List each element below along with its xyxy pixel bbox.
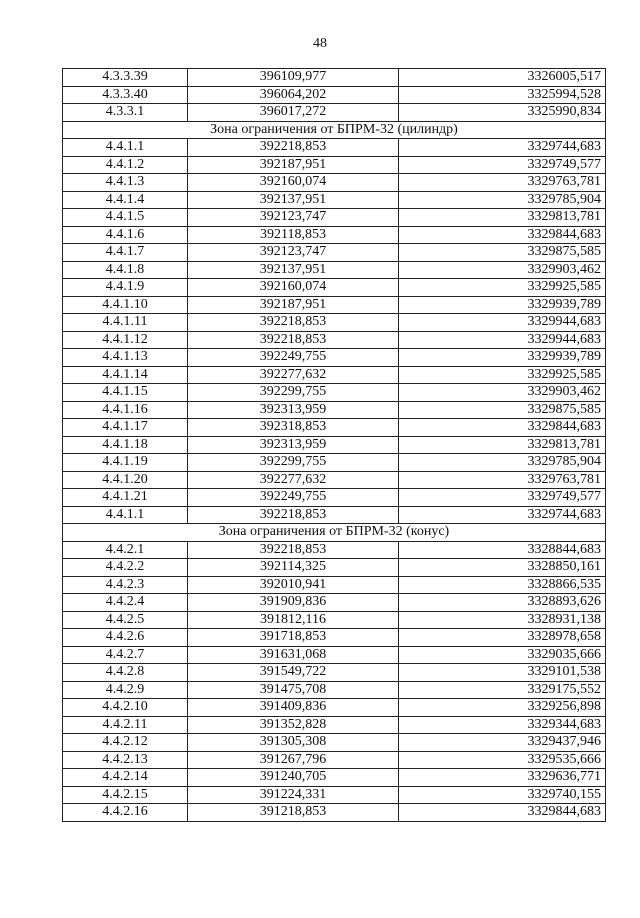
y-coordinate-cell: 3329749,577 xyxy=(399,156,606,174)
x-coordinate-cell: 392118,853 xyxy=(188,226,399,244)
x-coordinate-cell: 392318,853 xyxy=(188,419,399,437)
y-coordinate-cell: 3329925,585 xyxy=(399,366,606,384)
x-coordinate-cell: 392313,959 xyxy=(188,436,399,454)
point-id-cell: 4.4.2.15 xyxy=(63,786,188,804)
y-coordinate-cell: 3329875,585 xyxy=(399,244,606,262)
point-id-cell: 4.4.1.15 xyxy=(63,384,188,402)
section-title: Зона ограничения от БПРМ-32 (конус) xyxy=(63,524,606,542)
x-coordinate-cell: 392218,853 xyxy=(188,331,399,349)
point-id-cell: 4.4.2.13 xyxy=(63,751,188,769)
point-id-cell: 4.4.2.16 xyxy=(63,804,188,822)
x-coordinate-cell: 392313,959 xyxy=(188,401,399,419)
y-coordinate-cell: 3329744,683 xyxy=(399,506,606,524)
section-header-row xyxy=(63,524,606,542)
table-row xyxy=(63,664,606,682)
x-coordinate-cell: 392187,951 xyxy=(188,156,399,174)
table-row xyxy=(63,314,606,332)
y-coordinate-cell: 3328844,683 xyxy=(399,541,606,559)
x-coordinate-cell: 391352,828 xyxy=(188,716,399,734)
point-id-cell: 4.4.1.6 xyxy=(63,226,188,244)
table-row xyxy=(63,104,606,122)
x-coordinate-cell: 391267,796 xyxy=(188,751,399,769)
point-id-cell: 4.4.1.16 xyxy=(63,401,188,419)
table-row xyxy=(63,786,606,804)
x-coordinate-cell: 392160,074 xyxy=(188,279,399,297)
y-coordinate-cell: 3329740,155 xyxy=(399,786,606,804)
coordinates-table-body xyxy=(63,69,606,822)
point-id-cell: 4.4.1.12 xyxy=(63,331,188,349)
table-row xyxy=(63,629,606,647)
x-coordinate-cell: 392299,755 xyxy=(188,454,399,472)
table-row xyxy=(63,349,606,367)
point-id-cell: 4.4.1.20 xyxy=(63,471,188,489)
coordinates-table xyxy=(62,68,606,822)
x-coordinate-cell: 396017,272 xyxy=(188,104,399,122)
table-row xyxy=(63,471,606,489)
y-coordinate-cell: 3329344,683 xyxy=(399,716,606,734)
table-row xyxy=(63,331,606,349)
table-row xyxy=(63,804,606,822)
y-coordinate-cell: 3329175,552 xyxy=(399,681,606,699)
point-id-cell: 4.4.2.6 xyxy=(63,629,188,647)
x-coordinate-cell: 396109,977 xyxy=(188,69,399,87)
x-coordinate-cell: 392187,951 xyxy=(188,296,399,314)
point-id-cell: 4.4.2.10 xyxy=(63,699,188,717)
y-coordinate-cell: 3329763,781 xyxy=(399,471,606,489)
x-coordinate-cell: 392218,853 xyxy=(188,314,399,332)
point-id-cell: 4.3.3.1 xyxy=(63,104,188,122)
section-header-row xyxy=(63,121,606,139)
y-coordinate-cell: 3329785,904 xyxy=(399,454,606,472)
y-coordinate-cell: 3329903,462 xyxy=(399,261,606,279)
y-coordinate-cell: 3328893,626 xyxy=(399,594,606,612)
point-id-cell: 4.4.2.5 xyxy=(63,611,188,629)
y-coordinate-cell: 3329744,683 xyxy=(399,139,606,157)
table-row xyxy=(63,489,606,507)
y-coordinate-cell: 3329256,898 xyxy=(399,699,606,717)
point-id-cell: 4.4.1.21 xyxy=(63,489,188,507)
point-id-cell: 4.4.1.17 xyxy=(63,419,188,437)
x-coordinate-cell: 392249,755 xyxy=(188,489,399,507)
point-id-cell: 4.4.2.2 xyxy=(63,559,188,577)
y-coordinate-cell: 3329535,666 xyxy=(399,751,606,769)
table-row xyxy=(63,226,606,244)
point-id-cell: 4.4.2.8 xyxy=(63,664,188,682)
table-row xyxy=(63,296,606,314)
point-id-cell: 4.3.3.39 xyxy=(63,69,188,87)
x-coordinate-cell: 392137,951 xyxy=(188,261,399,279)
table-row xyxy=(63,436,606,454)
x-coordinate-cell: 391240,705 xyxy=(188,769,399,787)
x-coordinate-cell: 391718,853 xyxy=(188,629,399,647)
x-coordinate-cell: 391909,836 xyxy=(188,594,399,612)
y-coordinate-cell: 3328931,138 xyxy=(399,611,606,629)
point-id-cell: 4.4.2.3 xyxy=(63,576,188,594)
table-row xyxy=(63,174,606,192)
point-id-cell: 4.4.2.14 xyxy=(63,769,188,787)
table-row xyxy=(63,734,606,752)
table-row xyxy=(63,594,606,612)
table-row xyxy=(63,139,606,157)
table-row xyxy=(63,681,606,699)
point-id-cell: 4.4.1.8 xyxy=(63,261,188,279)
table-row xyxy=(63,559,606,577)
table-row xyxy=(63,244,606,262)
y-coordinate-cell: 3329844,683 xyxy=(399,226,606,244)
point-id-cell: 4.4.1.5 xyxy=(63,209,188,227)
table-row xyxy=(63,541,606,559)
table-row xyxy=(63,69,606,87)
y-coordinate-cell: 3329844,683 xyxy=(399,419,606,437)
x-coordinate-cell: 392218,853 xyxy=(188,139,399,157)
y-coordinate-cell: 3329903,462 xyxy=(399,384,606,402)
x-coordinate-cell: 392114,325 xyxy=(188,559,399,577)
point-id-cell: 4.4.1.11 xyxy=(63,314,188,332)
x-coordinate-cell: 392160,074 xyxy=(188,174,399,192)
point-id-cell: 4.3.3.40 xyxy=(63,86,188,104)
table-row xyxy=(63,611,606,629)
y-coordinate-cell: 3329875,585 xyxy=(399,401,606,419)
point-id-cell: 4.4.2.12 xyxy=(63,734,188,752)
y-coordinate-cell: 3329785,904 xyxy=(399,191,606,209)
y-coordinate-cell: 3329813,781 xyxy=(399,436,606,454)
x-coordinate-cell: 392218,853 xyxy=(188,506,399,524)
point-id-cell: 4.4.1.1 xyxy=(63,139,188,157)
point-id-cell: 4.4.1.1 xyxy=(63,506,188,524)
point-id-cell: 4.4.1.13 xyxy=(63,349,188,367)
point-id-cell: 4.4.1.4 xyxy=(63,191,188,209)
table-row xyxy=(63,646,606,664)
y-coordinate-cell: 3329944,683 xyxy=(399,331,606,349)
x-coordinate-cell: 392123,747 xyxy=(188,244,399,262)
x-coordinate-cell: 391409,836 xyxy=(188,699,399,717)
x-coordinate-cell: 396064,202 xyxy=(188,86,399,104)
x-coordinate-cell: 391549,722 xyxy=(188,664,399,682)
table-row xyxy=(63,261,606,279)
y-coordinate-cell: 3329749,577 xyxy=(399,489,606,507)
table-row xyxy=(63,191,606,209)
point-id-cell: 4.4.2.9 xyxy=(63,681,188,699)
x-coordinate-cell: 392277,632 xyxy=(188,366,399,384)
table-row xyxy=(63,156,606,174)
y-coordinate-cell: 3329813,781 xyxy=(399,209,606,227)
y-coordinate-cell: 3329437,946 xyxy=(399,734,606,752)
table-row xyxy=(63,699,606,717)
table-row xyxy=(63,384,606,402)
point-id-cell: 4.4.2.4 xyxy=(63,594,188,612)
section-title: Зона ограничения от БПРМ-32 (цилиндр) xyxy=(63,121,606,139)
point-id-cell: 4.4.1.2 xyxy=(63,156,188,174)
table-row xyxy=(63,769,606,787)
table-row xyxy=(63,506,606,524)
y-coordinate-cell: 3325990,834 xyxy=(399,104,606,122)
y-coordinate-cell: 3329763,781 xyxy=(399,174,606,192)
point-id-cell: 4.4.2.11 xyxy=(63,716,188,734)
x-coordinate-cell: 392137,951 xyxy=(188,191,399,209)
y-coordinate-cell: 3328866,535 xyxy=(399,576,606,594)
y-coordinate-cell: 3329101,538 xyxy=(399,664,606,682)
y-coordinate-cell: 3329035,666 xyxy=(399,646,606,664)
x-coordinate-cell: 391631,068 xyxy=(188,646,399,664)
x-coordinate-cell: 392123,747 xyxy=(188,209,399,227)
x-coordinate-cell: 391812,116 xyxy=(188,611,399,629)
table-row xyxy=(63,454,606,472)
x-coordinate-cell: 392277,632 xyxy=(188,471,399,489)
point-id-cell: 4.4.2.1 xyxy=(63,541,188,559)
table-row xyxy=(63,401,606,419)
table-row xyxy=(63,419,606,437)
point-id-cell: 4.4.2.7 xyxy=(63,646,188,664)
x-coordinate-cell: 392010,941 xyxy=(188,576,399,594)
x-coordinate-cell: 391224,331 xyxy=(188,786,399,804)
x-coordinate-cell: 391218,853 xyxy=(188,804,399,822)
y-coordinate-cell: 3329636,771 xyxy=(399,769,606,787)
point-id-cell: 4.4.1.9 xyxy=(63,279,188,297)
page-number: 48 xyxy=(313,36,327,51)
table-row xyxy=(63,279,606,297)
y-coordinate-cell: 3328850,161 xyxy=(399,559,606,577)
y-coordinate-cell: 3326005,517 xyxy=(399,69,606,87)
x-coordinate-cell: 392299,755 xyxy=(188,384,399,402)
table-row xyxy=(63,716,606,734)
y-coordinate-cell: 3329925,585 xyxy=(399,279,606,297)
point-id-cell: 4.4.1.7 xyxy=(63,244,188,262)
point-id-cell: 4.4.1.19 xyxy=(63,454,188,472)
point-id-cell: 4.4.1.14 xyxy=(63,366,188,384)
table-row xyxy=(63,751,606,769)
table-row xyxy=(63,366,606,384)
y-coordinate-cell: 3329939,789 xyxy=(399,349,606,367)
y-coordinate-cell: 3329844,683 xyxy=(399,804,606,822)
y-coordinate-cell: 3328978,658 xyxy=(399,629,606,647)
point-id-cell: 4.4.1.3 xyxy=(63,174,188,192)
y-coordinate-cell: 3329944,683 xyxy=(399,314,606,332)
table-row xyxy=(63,209,606,227)
y-coordinate-cell: 3325994,528 xyxy=(399,86,606,104)
x-coordinate-cell: 391475,708 xyxy=(188,681,399,699)
x-coordinate-cell: 391305,308 xyxy=(188,734,399,752)
point-id-cell: 4.4.1.10 xyxy=(63,296,188,314)
x-coordinate-cell: 392249,755 xyxy=(188,349,399,367)
table-row xyxy=(63,576,606,594)
x-coordinate-cell: 392218,853 xyxy=(188,541,399,559)
table-row xyxy=(63,86,606,104)
point-id-cell: 4.4.1.18 xyxy=(63,436,188,454)
y-coordinate-cell: 3329939,789 xyxy=(399,296,606,314)
